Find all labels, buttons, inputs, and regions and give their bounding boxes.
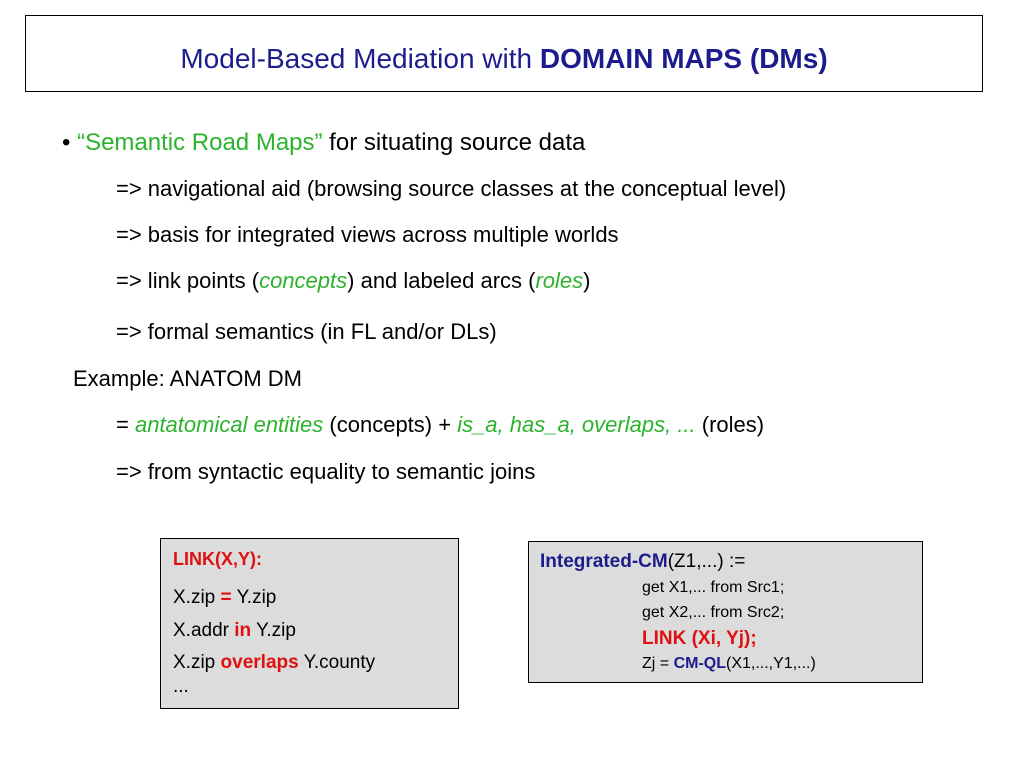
r3-op: overlaps: [220, 652, 299, 673]
concepts-label: (concepts) +: [323, 412, 458, 437]
r1-a: X.zip: [173, 587, 221, 608]
cm-header: [540, 551, 745, 573]
r3-b: Y.county: [298, 652, 376, 673]
example-heading: Example: ANATOM DM: [73, 366, 303, 391]
link-row-2: [173, 620, 296, 642]
r2-b: Y.zip: [251, 620, 296, 641]
link-c: ): [583, 268, 591, 293]
link-box-header: LINK(X,Y):: [173, 549, 262, 569]
r2-a: X.addr: [173, 620, 235, 641]
title-plain: Model-Based Mediation with: [180, 43, 540, 74]
zj-label: Zj =: [642, 655, 674, 672]
sub-basis: => basis for integrated views across multiple worlds: [116, 222, 619, 247]
link-concepts: concepts: [259, 268, 348, 293]
cm-sig: (Z1,...) :=: [667, 551, 746, 572]
example-eq: [116, 412, 764, 438]
title-box: [25, 15, 983, 92]
link-roles: roles: [535, 268, 584, 293]
bullet-rest: for situating source data: [322, 129, 586, 156]
link-row-3: [173, 652, 375, 674]
eq-sign: =: [116, 412, 135, 437]
roles-list: is_a, has_a, overlaps, ...: [457, 412, 696, 437]
example-joins: => from syntactic equality to semantic joins: [116, 459, 536, 484]
sub-nav: => navigational aid (browsing source classes at the conceptual level): [116, 176, 787, 201]
title-bold: DOMAIN MAPS (DMs): [539, 43, 828, 74]
r2-op: in: [234, 620, 252, 641]
cm-get2: get X2,... from Src2;: [642, 604, 785, 621]
r3-a: X.zip: [173, 652, 221, 673]
bullet-mark: •: [62, 129, 71, 156]
roles-label: (roles): [695, 412, 765, 437]
link-b: ) and labeled arcs (: [347, 268, 536, 293]
cm-name: Integrated-CM: [540, 551, 668, 572]
entities: antatomical entities: [134, 412, 324, 437]
cm-zj: [642, 655, 816, 673]
r1-op: =: [220, 587, 232, 608]
cm-get1: get X1,... from Src1;: [642, 579, 785, 596]
sub-formal: => formal semantics (in FL and/or DLs): [116, 319, 497, 344]
cm-ql: CM-QL: [673, 655, 726, 672]
sub-link-points: [116, 268, 590, 294]
slide-title: [26, 42, 982, 76]
link-a: => link points (: [116, 268, 260, 293]
link-row-1: [173, 587, 276, 609]
bullet-quote: “Semantic Road Maps”: [77, 129, 323, 156]
link-row-4: ...: [173, 676, 189, 697]
r1-b: Y.zip: [231, 587, 277, 608]
link-box: [160, 538, 459, 709]
cm-link: LINK (Xi, Yj);: [642, 628, 757, 649]
cm-args: (X1,...,Y1,...): [726, 655, 816, 672]
integrated-cm-box: [528, 541, 923, 683]
bullet-line: [62, 129, 585, 157]
